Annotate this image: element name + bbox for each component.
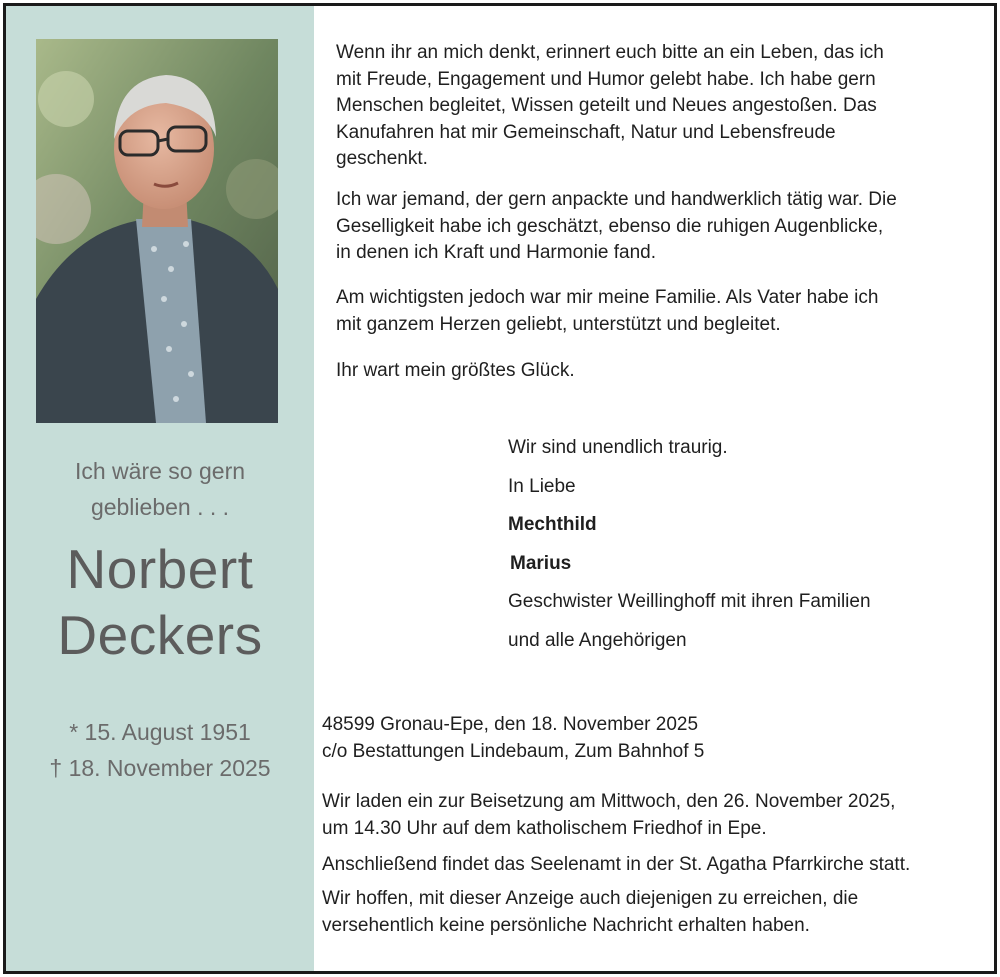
poem-line: geschenkt. bbox=[336, 148, 428, 169]
address-line-1: 48599 Gronau-Epe, den 18. November 2025 bbox=[322, 714, 699, 735]
life-dates bbox=[6, 714, 314, 786]
motto-line-2: geblieben . . . bbox=[90, 494, 230, 520]
poem-line: Kanufahren hat mir Gemeinschaft, Natur und Lebensfreude bbox=[336, 121, 836, 143]
poem-line: Wenn ihr an mich denkt, erinnert euch bitte an ein Leben, das ich bbox=[336, 42, 884, 63]
signoff-line-3: Geschwister Weillinghoff mit ihren Familien bbox=[508, 591, 871, 612]
poem-paragraph-1 bbox=[336, 40, 884, 173]
note-line-1: Wir hoffen, mit dieser Anzeige auch diejenigen zu erreichen, die bbox=[322, 888, 859, 909]
burial-line-2: um 14.30 Uhr auf dem katholischem Friedhof in Epe. bbox=[322, 817, 767, 839]
mourner-name-1: Mechthild bbox=[508, 514, 597, 535]
note-info bbox=[322, 886, 858, 939]
signoff-line-2: In Liebe bbox=[508, 475, 576, 497]
address-block bbox=[322, 712, 704, 765]
poem-line: Ihr wart mein größtes Glück. bbox=[336, 360, 575, 381]
signoff-line-4: und alle Angehörigen bbox=[508, 629, 687, 651]
mass-info bbox=[322, 852, 910, 879]
birth-date: * 15. August 1951 bbox=[69, 719, 251, 745]
signoff-line-1: Wir sind unendlich traurig. bbox=[508, 437, 728, 458]
deceased-name bbox=[6, 536, 314, 668]
burial-line-1: Wir laden ein zur Beisetzung am Mittwoch, den 26. November 2025, bbox=[322, 791, 896, 812]
death-date: † 18. November 2025 bbox=[49, 755, 271, 781]
poem-paragraph-4 bbox=[336, 358, 575, 385]
poem-line: Ich war jemand, der gern anpackte und handwerklich tätig war. Die bbox=[336, 189, 897, 210]
poem-line: mit Freude, Engagement und Humor gelebt habe. Ich habe gern bbox=[336, 68, 876, 90]
mass-line: Anschließend findet das Seelenamt in der St. Agatha Pfarrkirche statt. bbox=[322, 854, 911, 875]
obituary-frame bbox=[3, 3, 997, 974]
last-name: Deckers bbox=[57, 604, 263, 666]
poem-line: mit ganzem Herzen geliebt, unterstützt und begleitet. bbox=[336, 313, 781, 335]
sidebar bbox=[6, 6, 314, 971]
portrait-photo bbox=[36, 39, 278, 423]
poem-line: in denen ich Kraft und Harmonie fand. bbox=[336, 242, 657, 263]
burial-info bbox=[322, 789, 895, 842]
poem-paragraph-2 bbox=[336, 187, 897, 267]
poem-line: Menschen begleitet, Wissen geteilt und Neues angestoßen. Das bbox=[336, 95, 877, 116]
address-line-2: c/o Bestattungen Lindebaum, Zum Bahnhof 5 bbox=[322, 740, 705, 762]
mourner-name-2: Marius bbox=[510, 552, 572, 574]
first-name: Norbert bbox=[66, 538, 254, 600]
motto bbox=[6, 453, 314, 525]
poem-paragraph-3 bbox=[336, 285, 878, 338]
note-line-2: versehentlich keine persönliche Nachricht erhalten haben. bbox=[322, 914, 810, 936]
poem-line: Geselligkeit habe ich geschätzt, ebenso die ruhigen Augenblicke, bbox=[336, 215, 884, 237]
motto-line-1: Ich wäre so gern bbox=[74, 458, 246, 484]
signoff bbox=[508, 429, 871, 660]
poem-line: Am wichtigsten jedoch war mir meine Familie. Als Vater habe ich bbox=[336, 287, 879, 308]
